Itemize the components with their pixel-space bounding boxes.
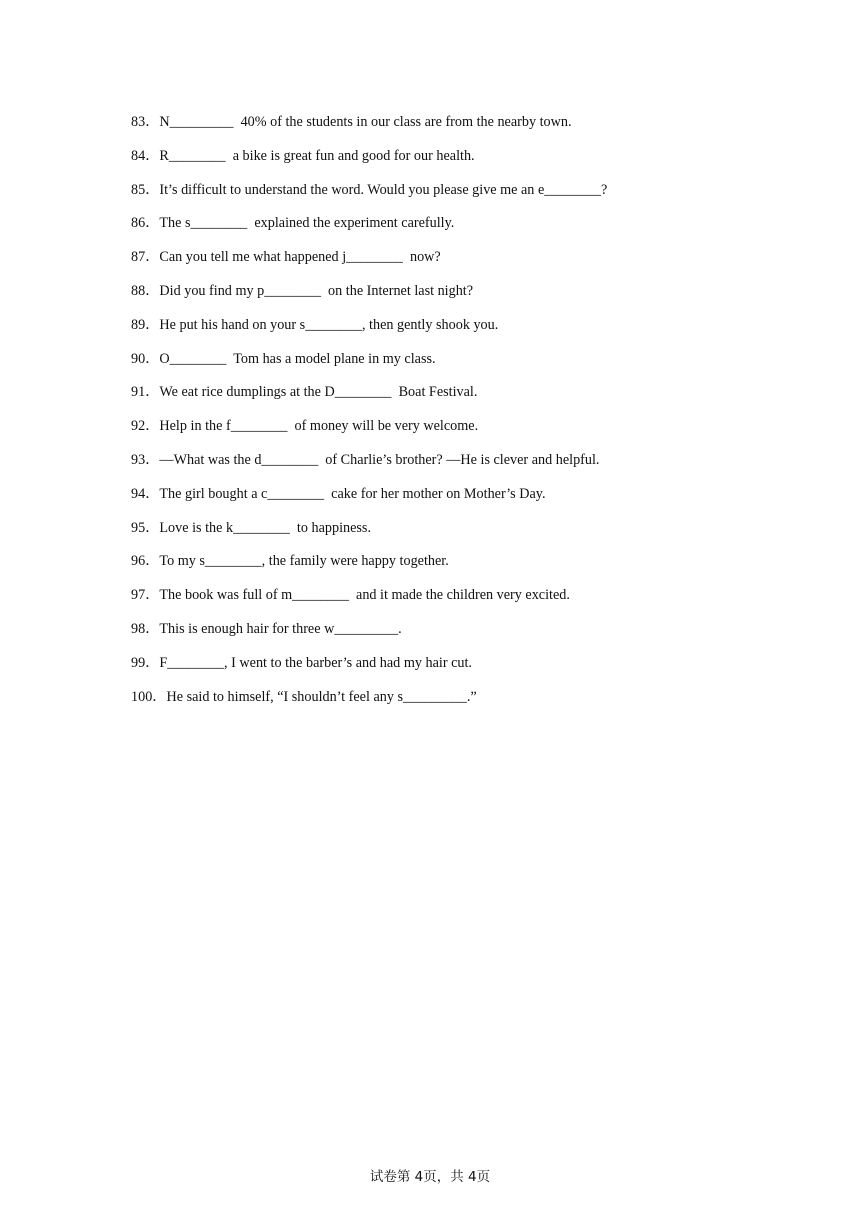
question-number: 90． (131, 350, 160, 367)
question-text: O________ Tom has a model plane in my class. (159, 350, 436, 367)
question-item (131, 617, 771, 651)
question-item (131, 685, 771, 719)
question-number: 99． (131, 654, 160, 671)
question-item (131, 245, 771, 279)
question-text: He put his hand on your s________, then gently shook you. (159, 316, 499, 333)
question-text: N_________ 40% of the students in our class are from the nearby town. (159, 114, 572, 130)
question-text: It’s difficult to understand the word. Would you please give me an e________? (159, 181, 608, 198)
question-number: 87． (131, 249, 160, 266)
question-number: 97． (131, 587, 160, 604)
question-text: To my s________, the family were happy together. (159, 553, 449, 570)
question-number: 100． (131, 688, 167, 705)
question-number: 91． (131, 384, 160, 401)
question-item (131, 380, 771, 414)
page-footer: 试卷第 4页，共 4页 (369, 1169, 491, 1185)
question-number: 85． (131, 181, 160, 198)
question-text: —What was the d________ of Charlie’s brother? —He is clever and helpful. (159, 451, 600, 468)
question-number: 84． (131, 147, 160, 164)
question-item (131, 448, 771, 482)
question-text: Love is the k________ to happiness. (159, 519, 371, 536)
question-number: 88． (131, 282, 160, 299)
question-item (131, 583, 771, 617)
question-item (131, 110, 771, 144)
question-text: The s________ explained the experiment carefully. (159, 215, 455, 232)
question-text: Help in the f________ of money will be very welcome. (159, 418, 479, 435)
question-list (131, 110, 771, 718)
question-item (131, 178, 771, 212)
question-text: He said to himself, “I shouldn’t feel any s_________.” (166, 688, 477, 705)
question-text: F________, I went to the barber’s and had my hair cut. (159, 654, 472, 671)
question-text: We eat rice dumplings at the D________ Boat Festival. (159, 384, 478, 401)
question-item (131, 482, 771, 516)
question-number: 94． (131, 485, 160, 502)
question-text: Can you tell me what happened j________ now? (159, 249, 441, 266)
question-number: 98． (131, 620, 160, 637)
question-item (131, 516, 771, 550)
question-text: This is enough hair for three w_________. (159, 620, 402, 637)
question-item (131, 211, 771, 245)
question-item (131, 313, 771, 347)
question-text: The girl bought a c________ cake for her mother on Mother’s Day. (159, 485, 546, 502)
question-item (131, 144, 771, 178)
question-number: 89． (131, 316, 160, 333)
question-item (131, 549, 771, 583)
question-number: 92． (131, 418, 160, 435)
question-text: Did you find my p________ on the Internet last night? (159, 282, 474, 299)
question-number: 93． (131, 451, 160, 468)
question-number: 95． (131, 519, 160, 536)
question-number: 96． (131, 553, 160, 570)
question-item (131, 347, 771, 381)
question-number: 86． (131, 215, 160, 232)
question-item (131, 279, 771, 313)
question-number: 83． (131, 114, 160, 130)
question-item (131, 651, 771, 685)
question-text: The book was full of m________ and it made the children very excited. (159, 587, 570, 604)
question-text: R________ a bike is great fun and good for our health. (159, 147, 475, 164)
question-item (131, 414, 771, 448)
